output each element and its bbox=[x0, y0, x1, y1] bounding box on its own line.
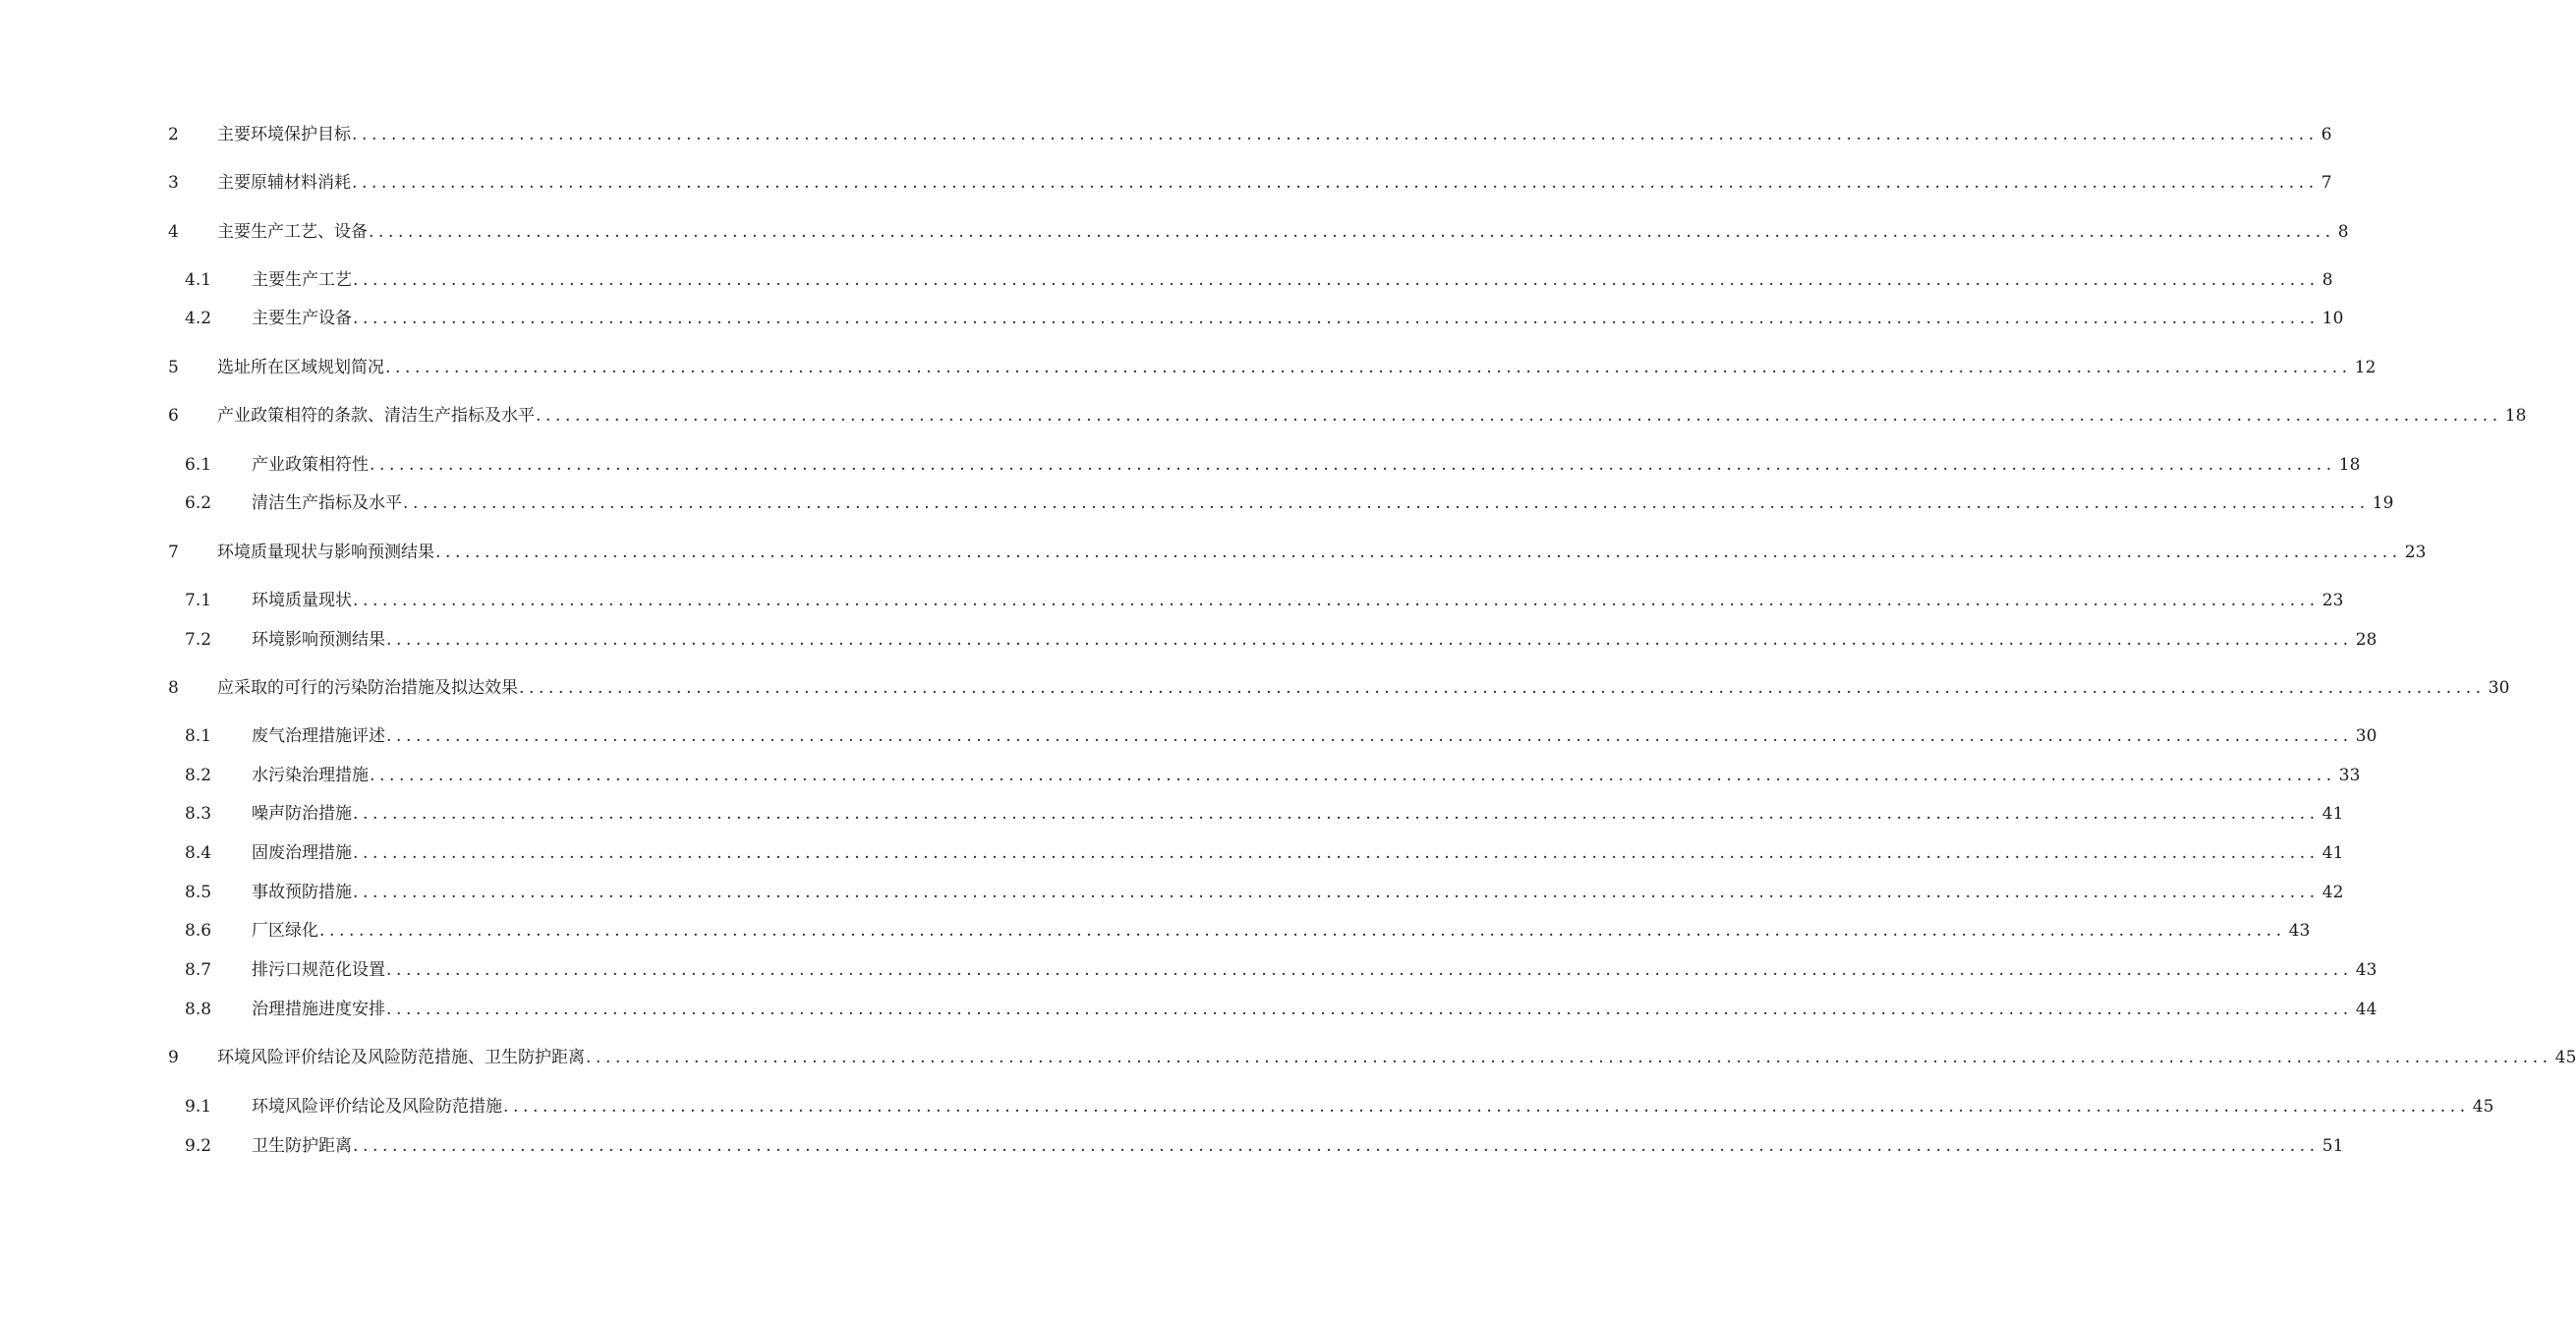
toc-entry-page: 41 bbox=[2321, 843, 2344, 863]
toc-subentry[interactable] bbox=[0, 1132, 2344, 1160]
toc-entry[interactable] bbox=[0, 169, 2332, 197]
toc-entry[interactable] bbox=[0, 121, 2332, 148]
toc-entry-number: 7.1 bbox=[185, 591, 212, 610]
toc-subentry[interactable] bbox=[0, 722, 2377, 750]
toc-entry-number: 8.1 bbox=[185, 726, 212, 746]
toc-subentry[interactable] bbox=[0, 1093, 2494, 1120]
toc-entry-number: 4.2 bbox=[185, 309, 212, 328]
dot-leader: ........................................................................................................................................................................................................ bbox=[385, 358, 2352, 377]
dot-leader: ........................................................................................................................................................................................................ bbox=[353, 1136, 2319, 1156]
toc-entry-page: 12 bbox=[2354, 358, 2376, 377]
dot-leader: ........................................................................................................................................................................................................ bbox=[386, 630, 2353, 650]
dot-leader: ........................................................................................................................................................................................................ bbox=[369, 222, 2335, 242]
toc-entry-number: 8.2 bbox=[185, 766, 212, 785]
toc-entry-title: 环境影响预测结果 bbox=[252, 630, 385, 650]
toc-entry[interactable] bbox=[0, 354, 2376, 381]
toc-entry-page: 43 bbox=[2355, 960, 2377, 980]
toc-entry-page: 45 bbox=[2554, 1048, 2576, 1067]
dot-leader: ........................................................................................................................................................................................................ bbox=[319, 921, 2286, 941]
dot-leader: ........................................................................................................................................................................................................ bbox=[536, 406, 2502, 426]
toc-entry-number: 7.2 bbox=[185, 630, 212, 650]
toc-subentry[interactable] bbox=[0, 956, 2377, 984]
toc-entry-page: 23 bbox=[2321, 591, 2344, 610]
toc-entry-number: 8.6 bbox=[185, 921, 212, 941]
toc-subentry[interactable] bbox=[0, 626, 2377, 654]
toc-entry-title: 事故预防措施 bbox=[252, 883, 352, 902]
toc-entry-number: 6 bbox=[168, 406, 179, 426]
toc-entry-title: 治理措施进度安排 bbox=[252, 1000, 385, 1019]
toc-entry-page: 6 bbox=[2320, 125, 2332, 144]
toc-entry-number: 8.8 bbox=[185, 1000, 212, 1019]
toc-entry-page: 19 bbox=[2372, 493, 2394, 513]
toc-subentry[interactable] bbox=[0, 451, 2361, 479]
toc-entry-number: 8.7 bbox=[185, 960, 212, 980]
toc-entry-title: 卫生防护距离 bbox=[252, 1136, 352, 1156]
dot-leader: ........................................................................................................................................................................................................ bbox=[519, 678, 2486, 698]
toc-entry-page: 42 bbox=[2321, 883, 2344, 902]
toc-entry-page: 8 bbox=[2321, 270, 2333, 290]
toc-subentry[interactable] bbox=[0, 266, 2333, 294]
toc-entry-title: 主要环境保护目标 bbox=[217, 125, 351, 144]
toc-subentry[interactable] bbox=[0, 762, 2361, 789]
toc-entry-page: 8 bbox=[2337, 222, 2349, 242]
toc-entry-title: 废气治理措施评述 bbox=[252, 726, 385, 746]
toc-entry-page: 18 bbox=[2338, 455, 2361, 475]
toc-entry-page: 30 bbox=[2355, 726, 2377, 746]
toc-entry-number: 6.1 bbox=[185, 455, 212, 475]
toc-entry-number: 2 bbox=[168, 125, 179, 144]
toc-entry-page: 28 bbox=[2355, 630, 2377, 650]
toc-entry-title: 产业政策相符的条款、清洁生产指标及水平 bbox=[217, 406, 535, 426]
dot-leader: ........................................................................................................................................................................................................ bbox=[386, 960, 2353, 980]
toc-entry-number: 6.2 bbox=[185, 493, 212, 513]
toc-entry-number: 5 bbox=[168, 358, 179, 377]
toc-entry-number: 8.5 bbox=[185, 883, 212, 902]
toc-entry[interactable] bbox=[0, 218, 2349, 246]
toc-entry-number: 9 bbox=[168, 1048, 179, 1067]
toc-subentry[interactable] bbox=[0, 587, 2344, 614]
toc-entry-number: 8.4 bbox=[185, 843, 212, 863]
toc-entry[interactable] bbox=[0, 674, 2510, 702]
dot-leader: ........................................................................................................................................................................................................ bbox=[370, 766, 2336, 785]
toc-entry-title: 清洁生产指标及水平 bbox=[252, 493, 402, 513]
dot-leader: ........................................................................................................................................................................................................ bbox=[586, 1048, 2552, 1067]
dot-leader: ........................................................................................................................................................................................................ bbox=[353, 591, 2319, 610]
toc-entry-title: 排污口规范化设置 bbox=[252, 960, 385, 980]
toc-entry-page: 30 bbox=[2488, 678, 2510, 698]
dot-leader: ........................................................................................................................................................................................................ bbox=[352, 173, 2318, 193]
toc-entry-page: 45 bbox=[2472, 1097, 2494, 1117]
toc-entry-title: 选址所在区域规划简况 bbox=[217, 358, 384, 377]
dot-leader: ........................................................................................................................................................................................................ bbox=[503, 1097, 2470, 1117]
toc-entry-page: 44 bbox=[2355, 1000, 2377, 1019]
toc-entry-title: 主要原辅材料消耗 bbox=[217, 173, 351, 193]
dot-leader: ........................................................................................................................................................................................................ bbox=[353, 843, 2319, 863]
toc-entry-title: 噪声防治措施 bbox=[252, 804, 352, 824]
toc-entry-number: 9.1 bbox=[185, 1097, 212, 1117]
toc-entry-title: 环境质量现状与影响预测结果 bbox=[217, 543, 434, 562]
dot-leader: ........................................................................................................................................................................................................ bbox=[353, 270, 2319, 290]
toc-entry-title: 应采取的可行的污染防治措施及拟达效果 bbox=[217, 678, 518, 698]
dot-leader: ........................................................................................................................................................................................................ bbox=[353, 883, 2319, 902]
toc-subentry[interactable] bbox=[0, 996, 2377, 1023]
toc-entry-number: 7 bbox=[168, 543, 179, 562]
toc-subentry[interactable] bbox=[0, 917, 2311, 945]
toc-entry-page: 7 bbox=[2320, 173, 2332, 193]
toc-entry-title: 环境风险评价结论及风险防范措施、卫生防护距离 bbox=[217, 1048, 585, 1067]
toc-entry-page: 51 bbox=[2321, 1136, 2344, 1156]
toc-entry[interactable] bbox=[0, 539, 2427, 566]
toc-entry-title: 环境风险评价结论及风险防范措施 bbox=[252, 1097, 502, 1117]
toc-entry-number: 4 bbox=[168, 222, 179, 242]
toc-entry-title: 固废治理措施 bbox=[252, 843, 352, 863]
dot-leader: ........................................................................................................................................................................................................ bbox=[403, 493, 2370, 513]
toc-subentry[interactable] bbox=[0, 839, 2344, 867]
dot-leader: ........................................................................................................................................................................................................ bbox=[370, 455, 2336, 475]
toc-entry-title: 主要生产工艺 bbox=[252, 270, 352, 290]
toc-entry-page: 18 bbox=[2504, 406, 2527, 426]
toc-entry-number: 8.3 bbox=[185, 804, 212, 824]
toc-entry-title: 主要生产工艺、设备 bbox=[217, 222, 368, 242]
dot-leader: ........................................................................................................................................................................................................ bbox=[353, 804, 2319, 824]
toc-entry-page: 43 bbox=[2288, 921, 2311, 941]
toc-entry-title: 产业政策相符性 bbox=[252, 455, 369, 475]
toc-entry-title: 厂区绿化 bbox=[252, 921, 318, 941]
dot-leader: ........................................................................................................................................................................................................ bbox=[435, 543, 2402, 562]
toc-subentry[interactable] bbox=[0, 489, 2394, 517]
toc-entry-number: 8 bbox=[168, 678, 179, 698]
toc-entry-page: 23 bbox=[2404, 543, 2427, 562]
toc-entry-page: 33 bbox=[2338, 766, 2361, 785]
toc-subentry[interactable] bbox=[0, 879, 2344, 906]
toc-entry-title: 主要生产设备 bbox=[252, 309, 352, 328]
toc-entry-number: 4.1 bbox=[185, 270, 212, 290]
dot-leader: ........................................................................................................................................................................................................ bbox=[353, 309, 2319, 328]
toc-subentry[interactable] bbox=[0, 305, 2344, 332]
toc-entry-number: 9.2 bbox=[185, 1136, 212, 1156]
toc-entry[interactable] bbox=[0, 1044, 2576, 1071]
dot-leader: ........................................................................................................................................................................................................ bbox=[386, 1000, 2353, 1019]
dot-leader: ........................................................................................................................................................................................................ bbox=[386, 726, 2353, 746]
dot-leader: ........................................................................................................................................................................................................ bbox=[352, 125, 2318, 144]
toc-entry[interactable] bbox=[0, 402, 2527, 430]
toc-entry-title: 水污染治理措施 bbox=[252, 766, 369, 785]
toc-entry-page: 41 bbox=[2321, 804, 2344, 824]
toc-entry-title: 环境质量现状 bbox=[252, 591, 352, 610]
toc-entry-number: 3 bbox=[168, 173, 179, 193]
toc-entry-page: 10 bbox=[2321, 309, 2344, 328]
toc-subentry[interactable] bbox=[0, 800, 2344, 828]
